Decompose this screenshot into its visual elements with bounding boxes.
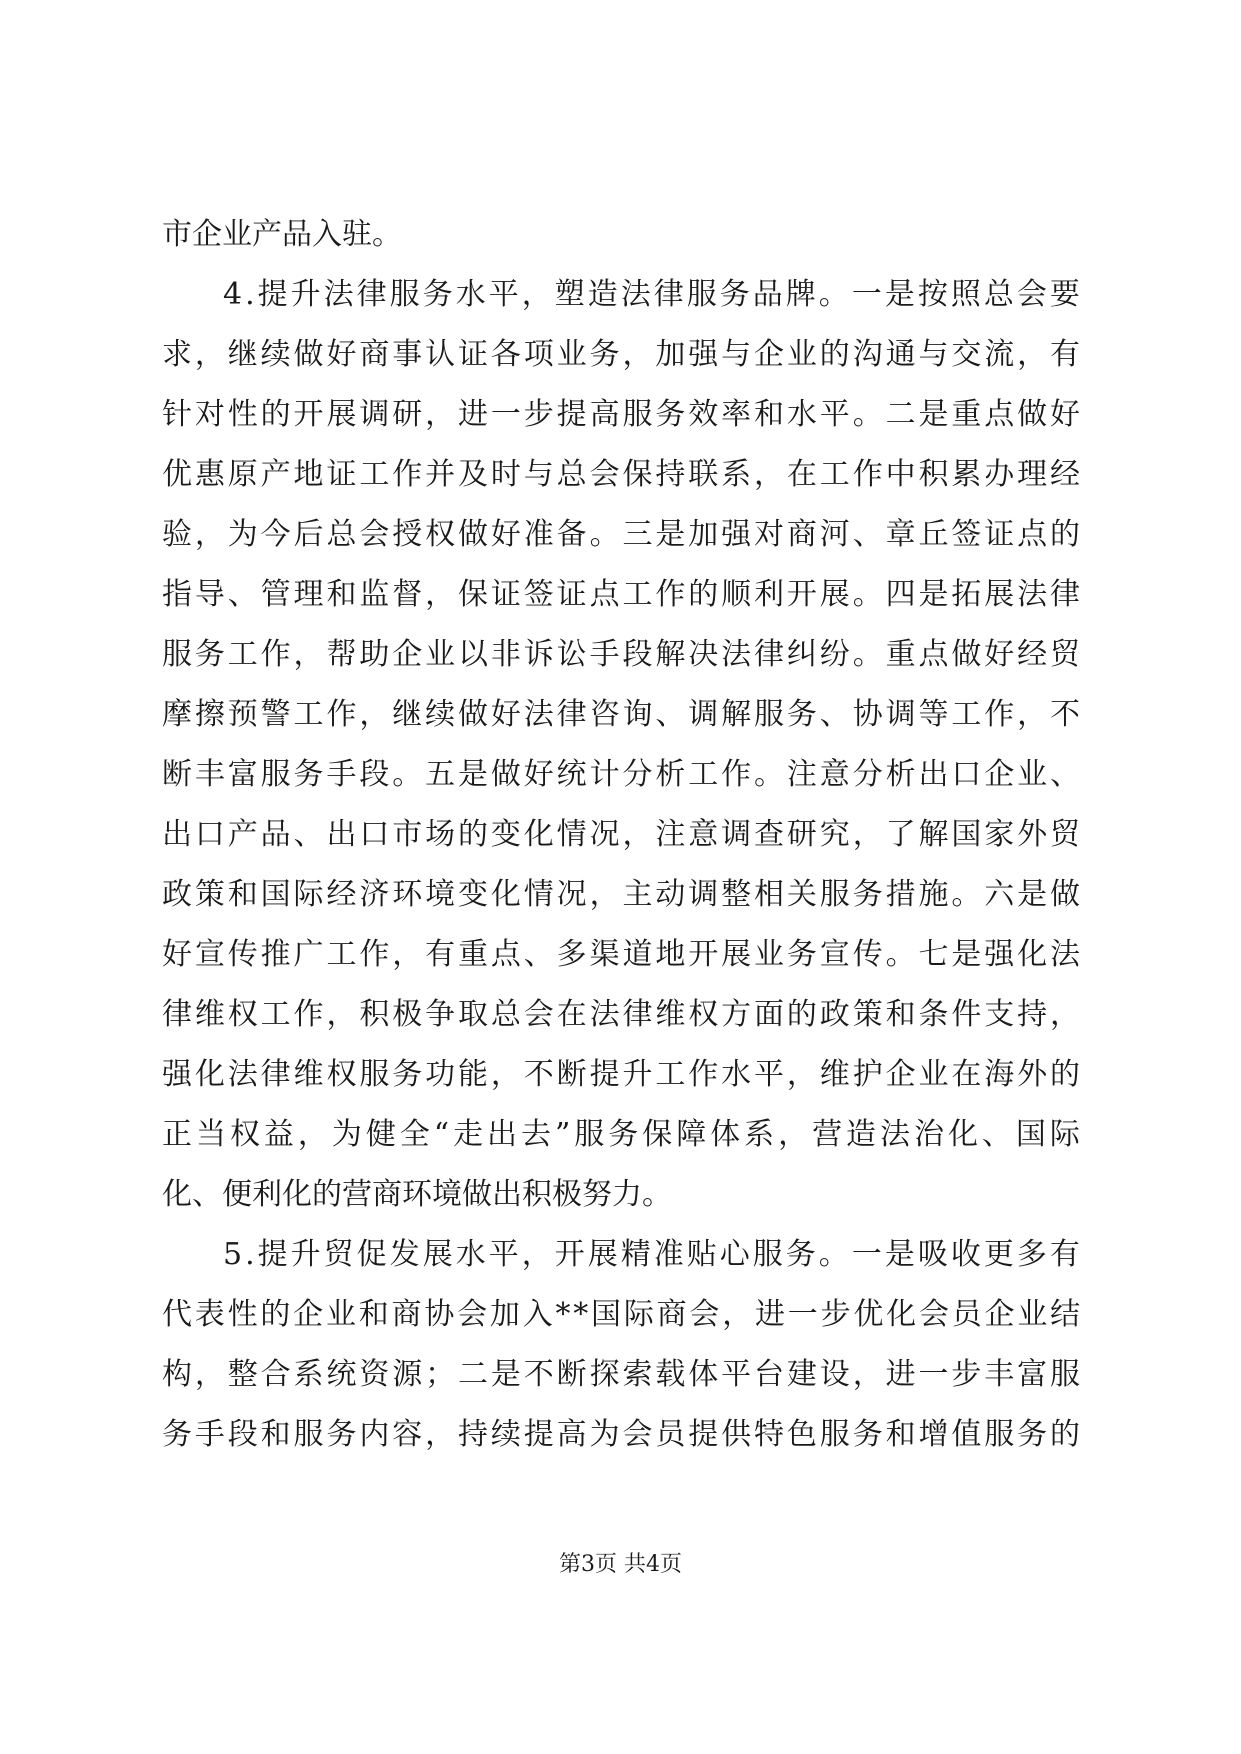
- text-line: [0, 385, 1241, 445]
- text-line: [0, 805, 1241, 865]
- text-line: [0, 745, 1241, 805]
- text-line-content: 政策和国际经济环境变化情况，主动调整相关服务措施。六是做: [162, 877, 1083, 912]
- text-line-content: 5.提升贸促发展水平，开展精准贴心服务。一是吸收更多有: [223, 1237, 1083, 1272]
- text-line: [0, 925, 1241, 985]
- text-line: [0, 205, 1241, 265]
- text-line-content: 构，整合系统资源；二是不断探索载体平台建设，进一步丰富服: [162, 1357, 1083, 1392]
- text-line-content: 指导、管理和监督，保证签证点工作的顺利开展。四是拓展法律: [162, 577, 1083, 612]
- text-line: [0, 865, 1241, 925]
- text-line: [0, 1105, 1241, 1165]
- text-line: [0, 1165, 1241, 1225]
- text-line-content: 化、便利化的营商环境做出积极努力。: [162, 1177, 672, 1212]
- text-line-content: 律维权工作，积极争取总会在法律维权方面的政策和条件支持，: [162, 997, 1083, 1032]
- text-line: [0, 1285, 1241, 1345]
- text-line-content: 4.提升法律服务水平，塑造法律服务品牌。一是按照总会要: [223, 277, 1083, 312]
- text-line-content: 摩擦预警工作，继续做好法律咨询、调解服务、协调等工作，不: [162, 697, 1083, 732]
- text-line: [0, 445, 1241, 505]
- text-line: [0, 1405, 1241, 1465]
- paragraph-4-first-line: [0, 265, 1241, 325]
- text-line-content: 好宣传推广工作，有重点、多渠道地开展业务宣传。七是强化法: [162, 937, 1083, 972]
- text-line: [0, 625, 1241, 685]
- text-line: [0, 505, 1241, 565]
- text-line-content: 求，继续做好商事认证各项业务，加强与企业的沟通与交流，有: [162, 337, 1083, 372]
- text-line-content: 出口产品、出口市场的变化情况，注意调查研究，了解国家外贸: [162, 817, 1083, 852]
- paragraph-5-first-line: [0, 1225, 1241, 1285]
- text-line-content: 优惠原产地证工作并及时与总会保持联系，在工作中积累办理经: [162, 457, 1083, 492]
- text-line-content: 市企业产品入驻。: [162, 217, 402, 252]
- text-line: [0, 565, 1241, 625]
- text-line-content: 强化法律维权服务功能，不断提升工作水平，维护企业在海外的: [162, 1057, 1083, 1092]
- text-line-content: 针对性的开展调研，进一步提高服务效率和水平。二是重点做好: [162, 397, 1083, 432]
- text-line-content: 代表性的企业和商协会加入**国际商会，进一步优化会员企业结: [162, 1297, 1083, 1332]
- text-line-content: 务手段和服务内容，持续提高为会员提供特色服务和增值服务的: [162, 1417, 1083, 1452]
- page-number-footer: 第3页 共4页: [559, 1552, 682, 1577]
- text-line-content: 正当权益，为健全“走出去”服务保障体系，营造法治化、国际: [162, 1117, 1084, 1152]
- text-line: [0, 985, 1241, 1045]
- text-line: [0, 1045, 1241, 1105]
- text-line-content: 断丰富服务手段。五是做好统计分析工作。注意分析出口企业、: [162, 757, 1083, 792]
- text-line: [0, 685, 1241, 745]
- text-line-content: 验，为今后总会授权做好准备。三是加强对商河、章丘签证点的: [162, 517, 1083, 552]
- text-line: [0, 325, 1241, 385]
- text-line: [0, 1345, 1241, 1405]
- text-line-content: 服务工作，帮助企业以非诉讼手段解决法律纠纷。重点做好经贸: [162, 637, 1083, 672]
